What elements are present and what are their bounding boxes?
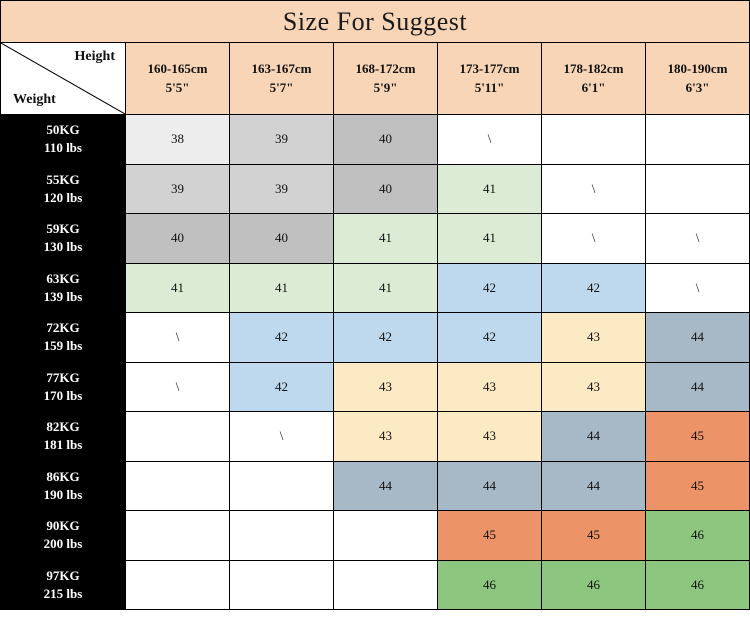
size-cell-r4-c0: \ [126, 313, 230, 363]
size-cell-r8-c5: 46 [646, 511, 750, 561]
corner-height-label: Height [74, 49, 115, 64]
size-cell-r6-c3: 43 [438, 412, 542, 462]
size-cell-r2-c5: \ [646, 214, 750, 264]
size-cell-r9-c3: 46 [438, 560, 542, 610]
size-cell-r3-c4: 42 [542, 263, 646, 313]
size-cell-r0-c5 [646, 115, 750, 165]
row-header-6-lbs: 181 lbs [43, 437, 83, 453]
corner-header-cell [1, 43, 126, 115]
row-header-9-kg: 97KG [46, 567, 80, 583]
size-cell-r8-c3: 45 [438, 511, 542, 561]
size-cell-r3-c0: 41 [126, 263, 230, 313]
size-cell-r1-c5 [646, 164, 750, 214]
size-cell-r8-c4: 45 [542, 511, 646, 561]
table-row [1, 560, 750, 610]
column-header-4-ft: 6'1" [581, 79, 606, 95]
size-cell-r5-c5: 44 [646, 362, 750, 412]
size-cell-r0-c3: \ [438, 115, 542, 165]
size-cell-r8-c0 [126, 511, 230, 561]
column-header-2-cm: 168-172cm [355, 60, 416, 76]
size-cell-r9-c0 [126, 560, 230, 610]
table-row [1, 461, 750, 511]
row-header-5-lbs: 170 lbs [43, 387, 83, 403]
size-cell-r7-c0 [126, 461, 230, 511]
size-cell-r0-c0: 38 [126, 115, 230, 165]
size-cell-r4-c1: 42 [230, 313, 334, 363]
column-header-3-cm: 173-177cm [459, 60, 520, 76]
size-cell-r1-c1: 39 [230, 164, 334, 214]
row-header-3-kg: 63KG [46, 270, 80, 286]
row-header-4-lbs: 159 lbs [43, 338, 83, 354]
row-header-1-lbs: 120 lbs [43, 189, 83, 205]
column-header-1-cm: 163-167cm [251, 60, 312, 76]
table-row [1, 214, 750, 264]
size-cell-r6-c1: \ [230, 412, 334, 462]
row-header-4-kg: 72KG [46, 320, 80, 336]
row-header-5-kg: 77KG [46, 369, 80, 385]
size-cell-r2-c1: 40 [230, 214, 334, 264]
size-cell-r1-c3: 41 [438, 164, 542, 214]
row-header-0 [1, 115, 126, 165]
size-cell-r0-c1: 39 [230, 115, 334, 165]
size-cell-r7-c2: 44 [334, 461, 438, 511]
size-cell-r9-c1 [230, 560, 334, 610]
size-cell-r3-c3: 42 [438, 263, 542, 313]
size-cell-r9-c4: 46 [542, 560, 646, 610]
size-cell-r1-c2: 40 [334, 164, 438, 214]
column-header-1-ft: 5'7" [269, 79, 294, 95]
column-header-4-cm: 178-182cm [563, 60, 624, 76]
column-header-1 [230, 43, 334, 115]
row-header-8-lbs: 200 lbs [43, 536, 83, 552]
table-row [1, 313, 750, 363]
row-header-4 [1, 313, 126, 363]
column-header-5-cm: 180-190cm [667, 60, 728, 76]
row-header-7-lbs: 190 lbs [43, 486, 83, 502]
column-header-3-ft: 5'11" [474, 79, 505, 95]
row-header-8-kg: 90KG [46, 518, 80, 534]
size-cell-r7-c5: 45 [646, 461, 750, 511]
size-cell-r3-c1: 41 [230, 263, 334, 313]
table-row [1, 511, 750, 561]
row-header-9 [1, 560, 126, 610]
size-cell-r5-c0: \ [126, 362, 230, 412]
row-header-8 [1, 511, 126, 561]
column-header-4 [542, 43, 646, 115]
size-cell-r9-c2 [334, 560, 438, 610]
column-header-5 [646, 43, 750, 115]
size-cell-r5-c4: 43 [542, 362, 646, 412]
size-cell-r4-c5: 44 [646, 313, 750, 363]
column-header-3 [438, 43, 542, 115]
table-row [1, 263, 750, 313]
row-header-7 [1, 461, 126, 511]
size-cell-r3-c5: \ [646, 263, 750, 313]
table-row [1, 362, 750, 412]
size-cell-r0-c4 [542, 115, 646, 165]
row-header-1 [1, 164, 126, 214]
size-cell-r6-c4: 44 [542, 412, 646, 462]
size-cell-r3-c2: 41 [334, 263, 438, 313]
size-cell-r8-c2 [334, 511, 438, 561]
corner-weight-label: Weight [13, 92, 56, 107]
title-bar [0, 0, 750, 42]
row-header-2-lbs: 130 lbs [43, 239, 83, 255]
row-header-3-lbs: 139 lbs [43, 288, 83, 304]
size-cell-r2-c2: 41 [334, 214, 438, 264]
size-cell-r1-c0: 39 [126, 164, 230, 214]
row-header-6 [1, 412, 126, 462]
row-header-2 [1, 214, 126, 264]
size-cell-r0-c2: 40 [334, 115, 438, 165]
table-body [1, 115, 750, 610]
size-cell-r7-c4: 44 [542, 461, 646, 511]
size-cell-r9-c5: 46 [646, 560, 750, 610]
size-cell-r7-c3: 44 [438, 461, 542, 511]
table-row [1, 412, 750, 462]
size-chart-table [0, 42, 750, 610]
table-row [1, 164, 750, 214]
row-header-5 [1, 362, 126, 412]
size-cell-r6-c0 [126, 412, 230, 462]
column-header-0-ft: 5'5" [165, 79, 190, 95]
row-header-7-kg: 86KG [46, 468, 80, 484]
row-header-9-lbs: 215 lbs [43, 585, 83, 601]
size-cell-r6-c5: 45 [646, 412, 750, 462]
table-header-row [1, 43, 750, 115]
page-title: Size For Suggest [282, 6, 468, 36]
size-cell-r5-c2: 43 [334, 362, 438, 412]
size-cell-r4-c3: 42 [438, 313, 542, 363]
size-cell-r5-c3: 43 [438, 362, 542, 412]
size-cell-r2-c4: \ [542, 214, 646, 264]
column-header-5-ft: 6'3" [685, 79, 710, 95]
row-header-0-kg: 50KG [46, 122, 80, 138]
row-header-6-kg: 82KG [46, 419, 80, 435]
size-cell-r6-c2: 43 [334, 412, 438, 462]
row-header-0-lbs: 110 lbs [44, 140, 82, 156]
size-cell-r2-c0: 40 [126, 214, 230, 264]
column-header-0 [126, 43, 230, 115]
size-cell-r7-c1 [230, 461, 334, 511]
column-header-2-ft: 5'9" [373, 79, 398, 95]
size-cell-r2-c3: 41 [438, 214, 542, 264]
size-cell-r1-c4: \ [542, 164, 646, 214]
table-row [1, 115, 750, 165]
column-header-0-cm: 160-165cm [147, 60, 208, 76]
row-header-2-kg: 59KG [46, 221, 80, 237]
size-cell-r4-c2: 42 [334, 313, 438, 363]
row-header-3 [1, 263, 126, 313]
size-cell-r5-c1: 42 [230, 362, 334, 412]
row-header-1-kg: 55KG [46, 171, 80, 187]
size-cell-r8-c1 [230, 511, 334, 561]
size-cell-r4-c4: 43 [542, 313, 646, 363]
column-header-2 [334, 43, 438, 115]
